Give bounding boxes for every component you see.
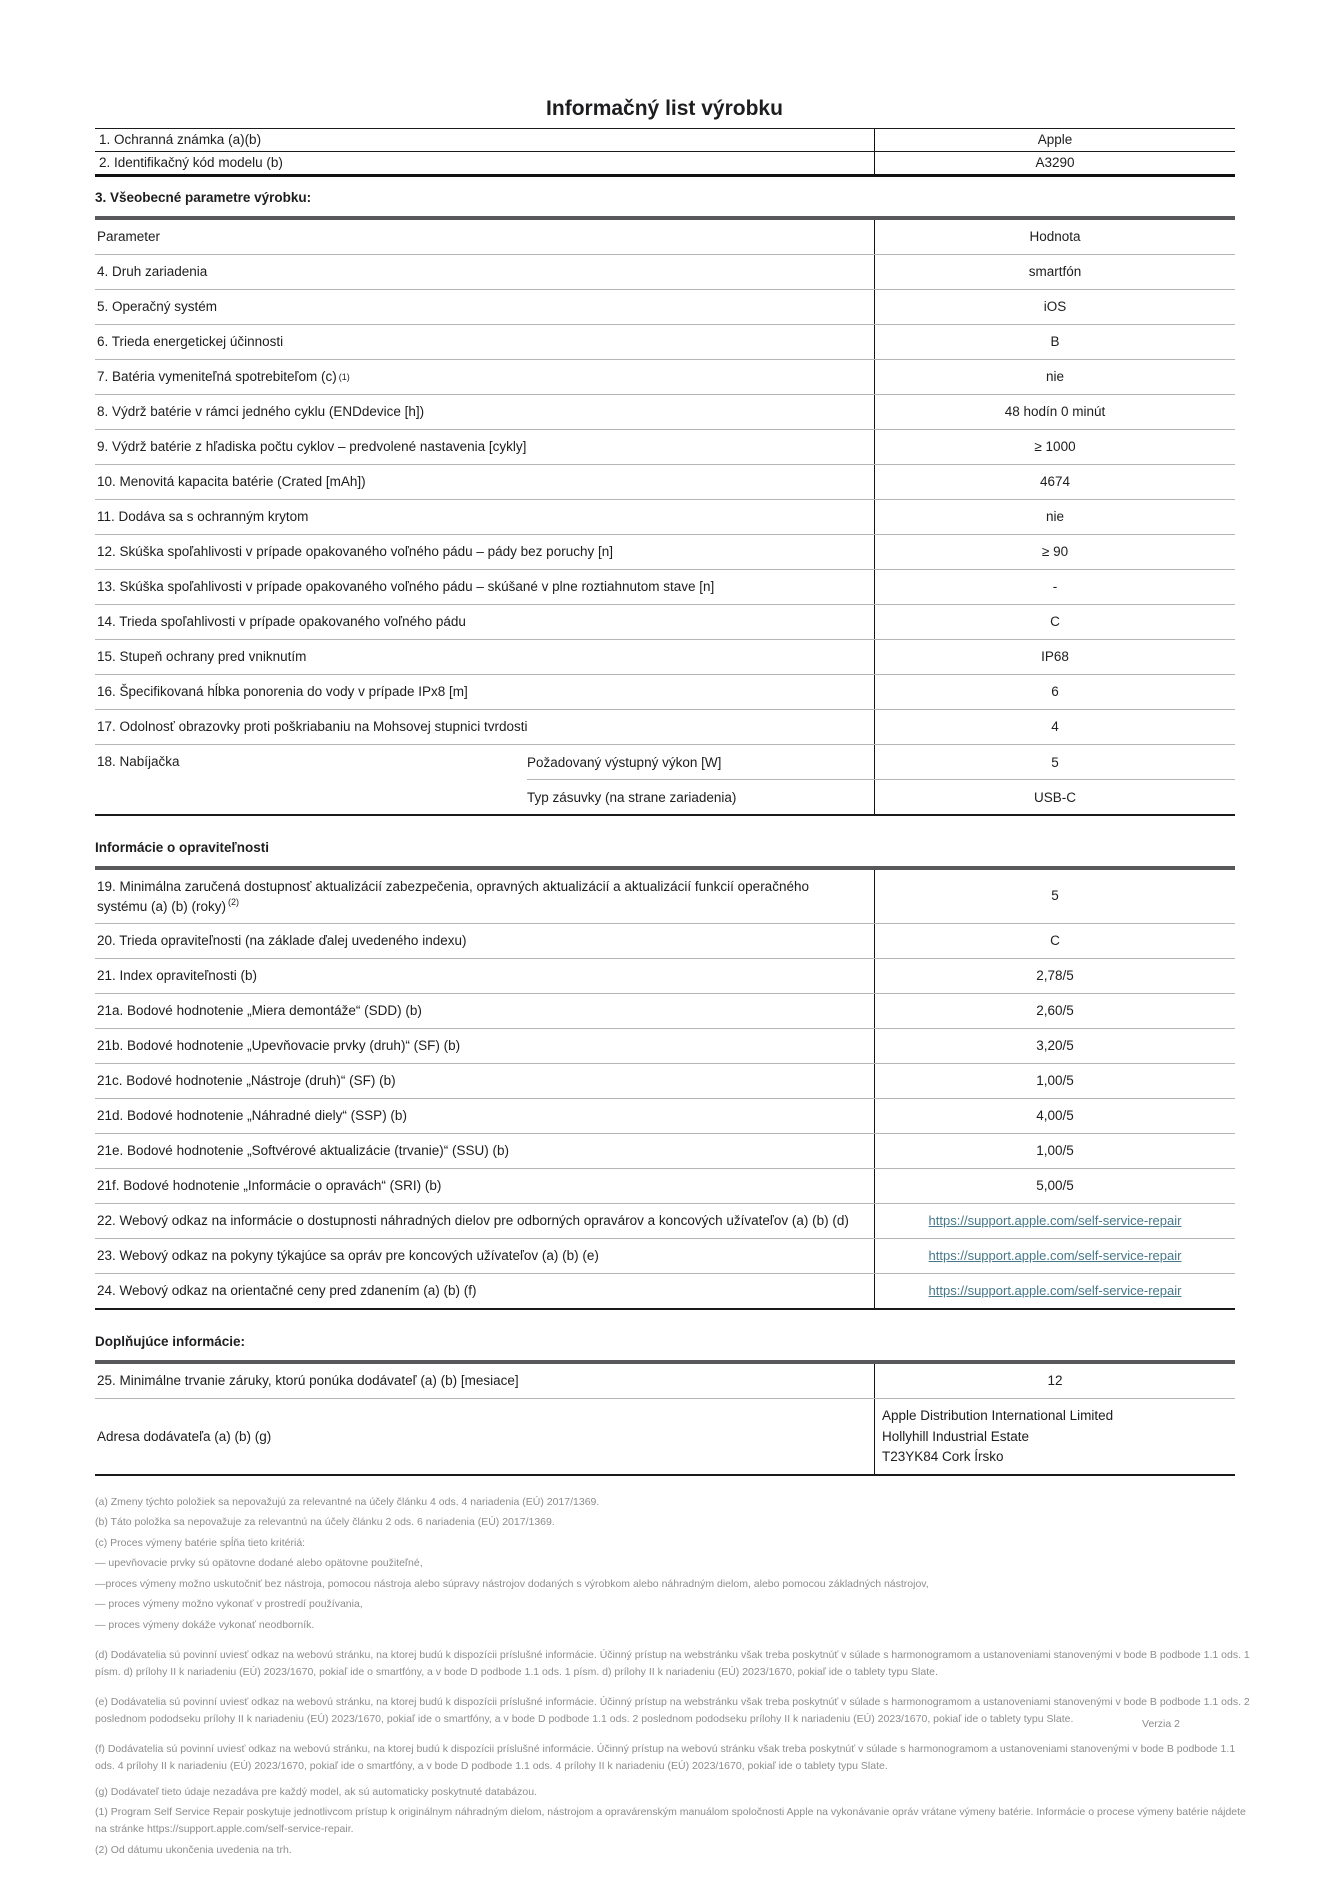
footnote-g: (g) Dodávateľ tieto údaje nezadáva pre každý model, ak sú automaticky poskytnuté databázou. [95, 1785, 537, 1798]
row-value: nie [1045, 508, 1064, 524]
version-label: Verzia 2 [1142, 1718, 1180, 1730]
row-label [95, 870, 875, 923]
row-label: 22. Webový odkaz na informácie o dostupnosti náhradných dielov pre odborných opravárov a koncových užívateľov (a) (b) (d) [95, 1204, 875, 1238]
row-label: 1. Ochranná známka (a)(b) [95, 129, 875, 151]
row-value: 3,20/5 [1036, 1037, 1074, 1053]
row-value: 4,00/5 [1036, 1107, 1074, 1123]
supplier-address [875, 1399, 1235, 1474]
repairability-table [95, 866, 1235, 1310]
address-line: Hollyhill Industrial Estate [882, 1428, 1030, 1444]
table-row [95, 994, 1235, 1029]
row-label: 21c. Bodové hodnotenie „Nástroje (druh)“ (SF) (b) [95, 1064, 875, 1098]
row-label: Adresa dodávateľa (a) (b) (g) [95, 1399, 875, 1474]
table-row [95, 570, 1235, 605]
table-row [95, 395, 1235, 430]
row-value: 5,00/5 [1036, 1177, 1074, 1193]
footnote-f: (f) Dodávatelia sú povinní uviesť odkaz na webovú stránku, na ktorej budú k dispozícii príslušné informácie. Účinný prístup na webovú stránku však treba poskytnúť v súlade s harmonogramom a ustanoveniami stanovenými v bode B podbode 1.1 ods. 4 prílohy II k nariadeniu (EÚ) 2023/1670, pokiaľ ide o smartfóny, a v bode D podbode 1.1 ods. 4 prílohy II k nariadeniu (EÚ) 2023/1670, pokiaľ ide o tablety typu Slate. [95, 1742, 1236, 1772]
table-row [95, 1204, 1235, 1239]
footnote-2: (2) Od dátumu ukončenia uvedenia na trh. [95, 1843, 292, 1856]
table-row [95, 1134, 1235, 1169]
table-row [95, 1064, 1235, 1099]
row-value: 5 [1051, 888, 1059, 904]
subrow-parameter: Požadovaný výstupný výkon [W] [527, 745, 875, 779]
table-row [95, 290, 1235, 325]
row-label: 2. Identifikačný kód modelu (b) [95, 152, 875, 174]
row-label: 4. Druh zariadenia [95, 255, 875, 289]
row-value: C [1050, 932, 1060, 948]
row-value: ≥ 90 [1041, 543, 1069, 559]
subrow-value: 5 [1051, 754, 1059, 770]
row-label-text: 7. Batéria vymeniteľná spotrebiteľom (c) [97, 369, 337, 385]
row-label: 14. Trieda spoľahlivosti v prípade opakovaného voľného pádu [95, 605, 875, 639]
row-value: C [1050, 613, 1060, 629]
row-value [875, 1274, 1235, 1308]
row-label: 21b. Bodové hodnotenie „Upevňovacie prvky (druh)“ (SF) (b) [95, 1029, 875, 1063]
row-value: - [1052, 578, 1058, 594]
row-value: 6 [1051, 683, 1059, 699]
row-value: B [1050, 333, 1060, 349]
footnote-a: (a) Zmeny týchto položiek sa nepovažujú za relevantné na účely článku 4 ods. 4 nariadenia (EÚ) 2017/1369. [95, 1495, 600, 1508]
table-row [95, 465, 1235, 500]
table-row [95, 924, 1235, 959]
row-label: 23. Webový odkaz na pokyny týkajúce sa opráv pre koncových užívateľov (a) (b) (e) [95, 1239, 875, 1273]
table-row [95, 1239, 1235, 1274]
footnote-c-item: —proces výmeny možno uskutočniť bez nástroja, pomocou nástroja alebo súpravy nástrojov dodaných s výrobkom alebo náhradným dielom, alebo pomocou základných nástrojov, [95, 1577, 929, 1590]
row-label: 6. Trieda energetickej účinnosti [95, 325, 875, 359]
identification-table [95, 128, 1235, 177]
row-label: 21a. Bodové hodnotenie „Miera demontáže“ (SDD) (b) [95, 994, 875, 1028]
row-value [875, 1239, 1235, 1273]
pretax-prices-link[interactable]: https://support.apple.com/self-service-repair [928, 1283, 1182, 1299]
row-value: 48 hodín 0 minút [1004, 403, 1106, 419]
section-heading-general: 3. Všeobecné parametre výrobku: [95, 190, 312, 205]
row-value: 2,60/5 [1036, 1002, 1074, 1018]
row-value: 12 [1047, 1372, 1063, 1388]
table-row [95, 1274, 1235, 1308]
row-value: nie [1045, 368, 1064, 384]
column-header-parameter: Parameter [95, 220, 875, 254]
footnote-ref-2: (2) [228, 897, 240, 908]
row-value [875, 1204, 1235, 1238]
row-value: smartfón [1028, 263, 1082, 279]
row-label: 11. Dodáva sa s ochranným krytom [95, 500, 875, 534]
row-label: 13. Skúška spoľahlivosti v prípade opakovaného voľného pádu – skúšané v plne roztiahnutom stave [n] [95, 570, 875, 604]
table-row [95, 360, 1235, 395]
row-label: 24. Webový odkaz na orientačné ceny pred zdanením (a) (b) (f) [95, 1274, 875, 1308]
table-row [95, 1029, 1235, 1064]
row-value: iOS [1043, 298, 1067, 314]
table-row [95, 959, 1235, 994]
footnote-b: (b) Táto položka sa nepovažuje za relevantnú na účely článku 2 ods. 6 nariadenia (EÚ) 2017/1369. [95, 1516, 555, 1529]
row-label-text: 19. Minimálna zaručená dostupnosť aktualizácií zabezpečenia, opravných aktualizácií a aktualizácií funkcií operačného systému (a) (b) (roky) $^{(2)}$ [97, 879, 809, 914]
subrow-parameter: Typ zásuvky (na strane zariadenia) [527, 780, 875, 814]
row-label: 10. Menovitá kapacita batérie (Crated [mAh]) [95, 465, 875, 499]
charger-row [95, 745, 1235, 814]
charger-subtable [527, 745, 1235, 814]
table-row [95, 152, 1235, 174]
footnote-d: (d) Dodávatelia sú povinní uviesť odkaz na webovú stránku, na ktorej budú k dispozícii príslušné informácie. Účinný prístup na webstránku však treba poskytnúť v súlade s harmonogramom a ustanoveniami stanovenými v bode B podbode 1.1 ods. 1 písm. d) prílohy II k nariadeniu (EÚ) 2023/1670, pokiaľ ide o smartfóny, a v bode D podbode 1.1 ods. 1 písm. d) prílohy II k nariadeniu (EÚ) 2023/1670, pokiaľ ide o tablety typu Slate. [95, 1648, 1250, 1678]
row-label: 20. Trieda opraviteľnosti (na základe ďalej uvedeného indexu) [95, 924, 875, 958]
row-label: 18. Nabíjačka [97, 754, 180, 769]
table-row [95, 325, 1235, 360]
row-label: 8. Výdrž batérie v rámci jedného cyklu (ENDdevice [h]) [95, 395, 875, 429]
table-row [95, 255, 1235, 290]
table-row [95, 1364, 1235, 1399]
row-value: IP68 [1041, 648, 1069, 664]
page-title: Informačný list výrobku [546, 97, 783, 120]
row-value: 2,78/5 [1036, 967, 1074, 983]
row-value: Apple [1037, 132, 1073, 147]
table-row [95, 710, 1235, 745]
row-label: 21e. Bodové hodnotenie „Softvérové aktualizácie (trvanie)“ (SSU) (b) [95, 1134, 875, 1168]
charger-subrow [527, 745, 1235, 780]
table-row [95, 535, 1235, 570]
table-row [95, 1399, 1235, 1474]
row-value: 1,00/5 [1036, 1072, 1074, 1088]
general-parameters-table [95, 216, 1235, 816]
footnote-1: (1) Program Self Service Repair poskytuje jednotlivcom prístup k originálnym náhradným dielom, nástrojom a opravárenským manuálom spoločnosti Apple na vykonávanie opráv vrátane výmeny batérie. Informácie o procese výmeny batérie nájdete na stránke https://support.apple.com/self-service-repair. [95, 1806, 1246, 1836]
row-label: 12. Skúška spoľahlivosti v prípade opakovaného voľného pádu – pády bez poruchy [n] [95, 535, 875, 569]
table-row [95, 870, 1235, 924]
row-label: 15. Stupeň ochrany pred vniknutím [95, 640, 875, 674]
row-label: 17. Odolnosť obrazovky proti poškriabaniu na Mohsovej stupnici tvrdosti [95, 710, 875, 744]
row-label: 16. Špecifikovaná hĺbka ponorenia do vody v prípade IPx8 [m] [95, 675, 875, 709]
table-row [95, 430, 1235, 465]
footnote-c-item: — upevňovacie prvky sú opätovne dodané alebo opätovne použiteľné, [95, 1557, 423, 1570]
table-row [95, 1099, 1235, 1134]
row-value: ≥ 1000 [1034, 438, 1076, 454]
row-value: 1,00/5 [1036, 1142, 1074, 1158]
row-value: 4 [1051, 718, 1059, 734]
footnotes [95, 1494, 1257, 1859]
row-label: 21. Index opraviteľnosti (b) [95, 959, 875, 993]
footnote-c: (c) Proces výmeny batérie spĺňa tieto kritériá: [95, 1536, 306, 1549]
repair-instructions-link[interactable]: https://support.apple.com/self-service-repair [928, 1248, 1182, 1264]
section-heading-repairability: Informácie o opraviteľnosti [95, 840, 269, 855]
section-heading-additional: Doplňujúce informácie: [95, 1334, 246, 1350]
footnote-e: (e) Dodávatelia sú povinní uviesť odkaz na webovú stránku, na ktorej budú k dispozícii príslušné informácie. Účinný prístup na webstránku však treba poskytnúť v súlade s harmonogramom a ustanoveniami stanovenými v bode B podbode 1.1 ods. 2 poslednom pododseku prílohy II k nariadeniu (EÚ) 2023/1670, pokiaľ ide o smartfóny, a v bode D podbode 1.1 ods. 2 poslednom pododseku prílohy II k nariadeniu (EÚ) 2023/1670, pokiaľ ide o tablety typu Slate. [95, 1695, 1250, 1725]
row-label: 5. Operačný systém [95, 290, 875, 324]
address-lines [882, 1406, 1113, 1467]
table-header-row [95, 220, 1235, 255]
footnote-c-item: — proces výmeny dokáže vykonať neodborník. [95, 1618, 315, 1631]
footnote-c-item: — proces výmeny možno vykonať v prostredí používania, [95, 1598, 363, 1611]
table-row [95, 1169, 1235, 1204]
subrow-value: USB-C [1033, 789, 1076, 805]
address-line: T23YK84 Cork Írsko [882, 1449, 1004, 1465]
address-line: Apple Distribution International Limited [882, 1408, 1114, 1424]
row-label: 7. Batéria vymeniteľná spotrebiteľom (c) (1) [95, 360, 875, 394]
spare-parts-availability-link[interactable]: https://support.apple.com/self-service-repair [928, 1213, 1182, 1229]
table-row [95, 675, 1235, 710]
row-value: A3290 [1035, 155, 1075, 170]
table-row [95, 640, 1235, 675]
row-label: 25. Minimálne trvanie záruky, ktorú ponúka dodávateľ (a) (b) [mesiace] [95, 1364, 875, 1398]
row-value: 4674 [1039, 473, 1071, 489]
row-label: 21f. Bodové hodnotenie „Informácie o opravách“ (SRI) (b) [95, 1169, 875, 1203]
table-row [95, 500, 1235, 535]
table-row [95, 129, 1235, 152]
row-label: 9. Výdrž batérie z hľadiska počtu cyklov – predvolené nastavenia [cykly] [95, 430, 875, 464]
charger-subrow [527, 780, 1235, 814]
additional-info-table [95, 1360, 1235, 1476]
table-row [95, 605, 1235, 640]
column-header-value: Hodnota [1029, 228, 1081, 244]
row-label: 21d. Bodové hodnotenie „Náhradné diely“ (SSP) (b) [95, 1099, 875, 1133]
